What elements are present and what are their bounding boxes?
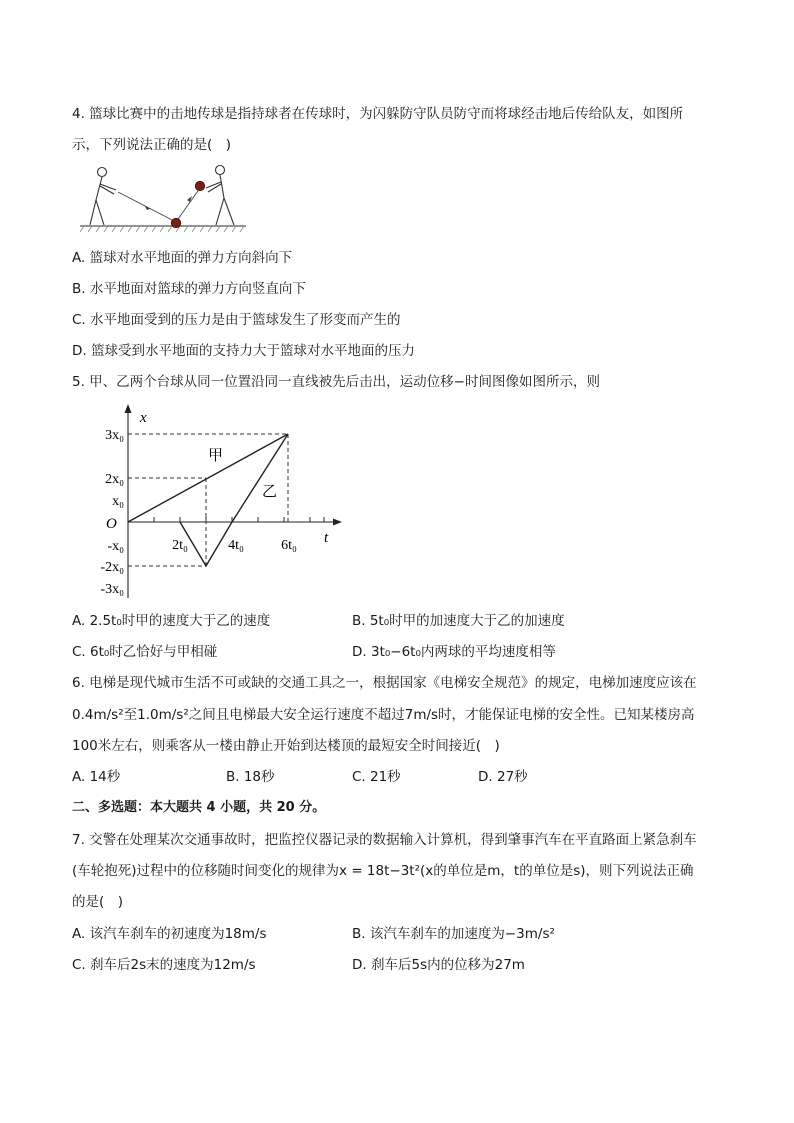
q4-option-c: C. 水平地面受到的压力是由于篮球发生了形变而产生的: [72, 312, 401, 328]
q5-option-b: B. 5t₀时甲的加速度大于乙的加速度: [352, 613, 565, 629]
q6-option-d: D. 27秒: [478, 769, 528, 785]
q7-option-c: C. 刹车后2s末的速度为12m/s: [72, 957, 256, 973]
section-heading-multiple-choice: 二、多选题：本大题共 4 小题，共 20 分。: [72, 800, 326, 815]
q5-option-c: C. 6t₀时乙恰好与甲相碰: [72, 644, 218, 660]
q6-text-line2: 0.4m/s²至1.0m/s²之间且电梯最大安全运行速度不超过7m/s时，才能保证电梯的安全性。已知某楼房高: [72, 707, 695, 723]
graph-y-tick: -x₀: [107, 539, 124, 554]
graph-y-tick: -2x₀: [100, 560, 124, 575]
q7-text-line2: (车轮抱死)过程中的位移随时间变化的规律为x = 18t−3t²(x的单位是m，t的单位是s)，则下列说法正确: [72, 863, 694, 879]
graph-x-tick: 6t₀: [281, 538, 297, 553]
q4-option-d: D. 篮球受到水平地面的支持力大于篮球对水平地面的压力: [72, 343, 415, 359]
q6-text-line3: 100米左右，则乘客从一楼由静止开始到达楼顶的最短安全时间接近( ): [72, 738, 500, 754]
graph-x-tick: 4t₀: [228, 538, 244, 553]
graph-origin-label: O: [106, 516, 117, 532]
q5-option-a: A. 2.5t₀时甲的速度大于乙的速度: [72, 613, 271, 629]
q7-text-line1: 7. 交警在处理某次交通事故时，把监控仪器记录的数据输入计算机，得到肇事汽车在平直路面上紧急刹车: [72, 832, 697, 848]
q7-option-a: A. 该汽车刹车的初速度为18m/s: [72, 926, 267, 942]
q6-option-b: B. 18秒: [226, 769, 275, 785]
graph-y-tick: 3x₀: [105, 428, 124, 443]
q4-option-a: A. 篮球对水平地面的弹力方向斜向下: [72, 250, 293, 266]
graph-label-jia: 甲: [208, 448, 224, 464]
graph-x-axis-label: t: [324, 530, 329, 546]
graph-y-tick: 2x₀: [105, 472, 124, 487]
graph-label-yi: 乙: [262, 484, 278, 500]
q5-option-d: D. 3t₀−6t₀内两球的平均速度相等: [352, 644, 556, 660]
q6-option-a: A. 14秒: [72, 769, 121, 785]
graph-y-tick: -3x₀: [100, 582, 124, 597]
q4-text-line2: 示，下列说法正确的是( ): [72, 137, 232, 153]
q4-text-line1: 4. 篮球比赛中的击地传球是指持球者在传球时，为闪躲防守队员防守而将球经击地后传给队友，如图所: [72, 106, 684, 122]
q7-option-d: D. 刹车后5s内的位移为27m: [352, 957, 525, 973]
q5-xt-graph: [80, 400, 350, 605]
graph-y-tick: x₀: [112, 494, 124, 509]
q6-option-c: C. 21秒: [352, 769, 401, 785]
graph-y-axis-label: x: [140, 410, 147, 426]
q4-basketball-figure: [78, 162, 248, 234]
q7-option-b: B. 该汽车刹车的加速度为−3m/s²: [352, 926, 555, 942]
q4-option-b: B. 水平地面对篮球的弹力方向竖直向下: [72, 281, 306, 297]
q6-text-line1: 6. 电梯是现代城市生活不可或缺的交通工具之一，根据国家《电梯安全规范》的规定，电梯加速度应该在: [72, 675, 697, 691]
graph-x-tick: 2t₀: [172, 538, 188, 553]
q7-text-line3: 的是( ): [72, 894, 124, 910]
q5-text-line1: 5. 甲、乙两个台球从同一位置沿同一直线被先后击出，运动位移−时间图像如图所示，则: [72, 374, 600, 390]
